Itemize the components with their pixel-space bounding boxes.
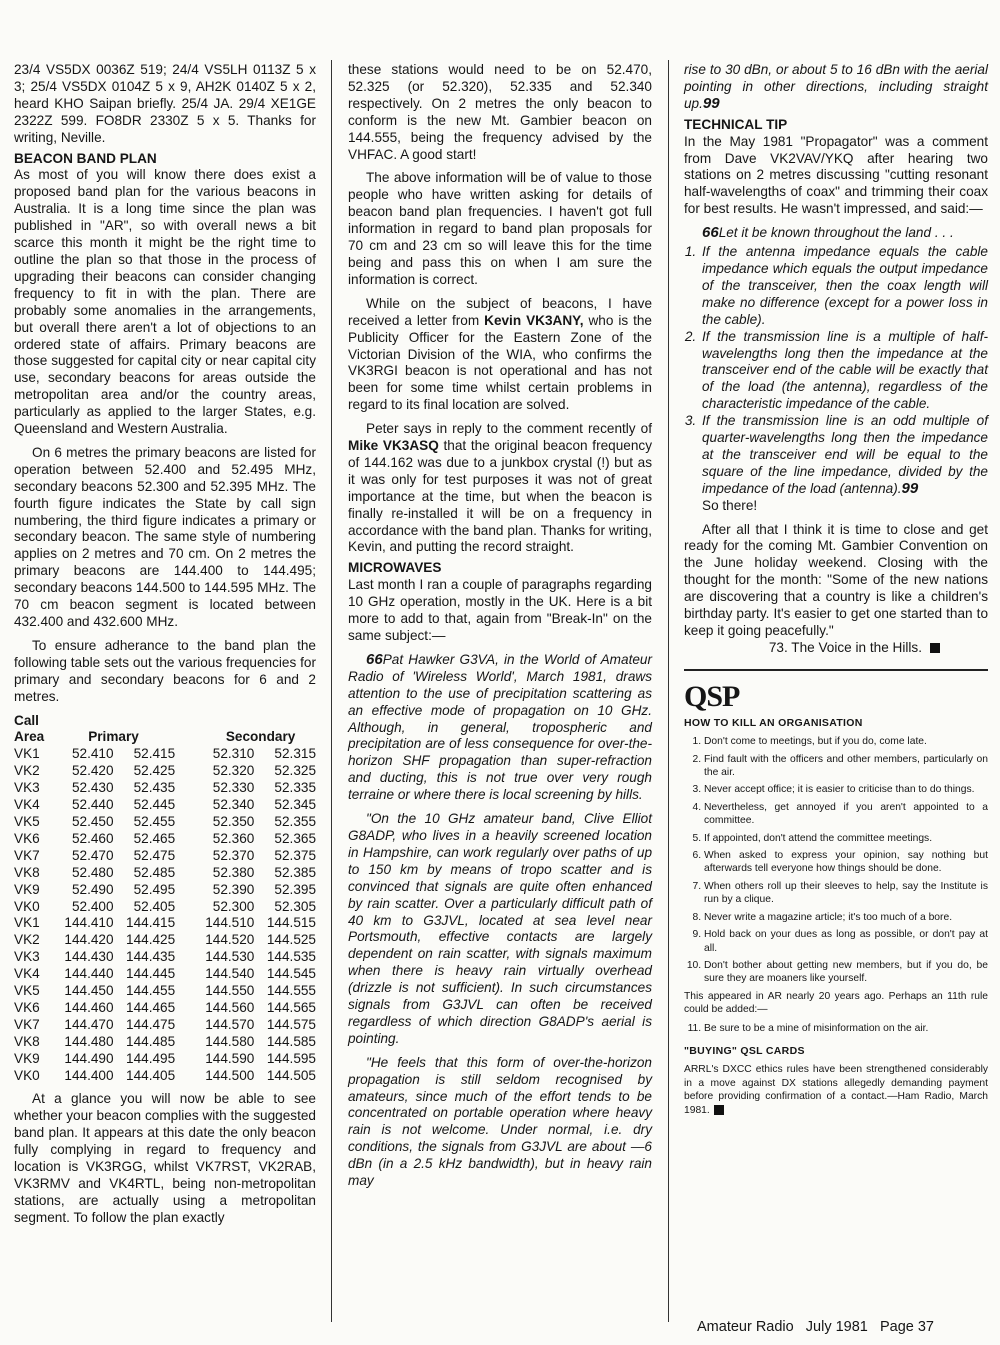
column-divider xyxy=(668,60,669,1322)
paragraph: On 6 metres the primary beacons are listed for operation between 52.400 and 52.495 MHz, secondary beacons 52.300 and 52.395 MHz. The fourth figure indicates the State by call sign numbering, the third figure indicates a primary or secondary beacon. The same style of numbering applies on 2 metres and 70 cm. On 2 metres the primary beacons are 144.400 to 144.495; secondary beacons 144.500 to 144.595 MHz. The 70 cm beacon segment is located between 432.400 and 432.600 MHz. xyxy=(14,444,316,629)
table-cell-frequency: 144.485 xyxy=(126,1033,176,1049)
table-cell-frequency: 52.345 xyxy=(274,797,316,813)
table-cell-frequency: 144.575 xyxy=(266,1016,316,1032)
list-item: 6. When asked to express your opinion, say nothing but afterwards tell everyone how things should be done. xyxy=(704,849,988,876)
paragraph: these stations would need to be on 52.470, 52.325 (or 52.320), 52.335 and 52.340 respectively. On 2 metres the only beacon to conform is the new Mt. Gambier beacon on 144.555, being the frequency advised by the VHFAC. A good start! xyxy=(348,62,652,162)
table-cell-frequency: 144.450 xyxy=(64,983,114,999)
table-cell-frequency: 144.460 xyxy=(64,999,114,1015)
table-cell-frequency: 52.420 xyxy=(71,763,114,779)
table-cell-frequency: 52.365 xyxy=(274,830,316,846)
table-cell-frequency: 144.495 xyxy=(126,1050,176,1066)
table-row xyxy=(14,1017,316,1034)
list-item: 8. Never write a magazine article; it's too much of a bore. xyxy=(704,911,988,924)
table-cell-frequency: 52.330 xyxy=(212,780,255,796)
qsp-list xyxy=(684,1022,988,1035)
table-row xyxy=(14,1034,316,1051)
table-cell-frequency: 144.540 xyxy=(205,966,255,982)
table-cell-frequency: 144.545 xyxy=(266,966,316,982)
table-cell-frequency: 144.440 xyxy=(64,966,114,982)
open-quote-mark: 66 xyxy=(366,650,383,668)
table-cell-frequency: 52.310 xyxy=(212,746,255,762)
table-row xyxy=(14,1000,316,1017)
qsp-heading: "BUYING" QSL CARDS xyxy=(684,1044,805,1057)
quoted-paragraph xyxy=(684,225,988,242)
table-cell-call-area: VK8 xyxy=(14,1033,40,1049)
table-cell-frequency: 52.305 xyxy=(274,898,316,914)
table-row xyxy=(14,949,316,966)
qsp-heading: HOW TO KILL AN ORGANISATION xyxy=(684,716,863,729)
paragraph xyxy=(348,421,652,556)
table-cell-frequency: 52.370 xyxy=(212,847,255,863)
table-cell-frequency: 52.335 xyxy=(274,780,316,796)
table-cell-frequency: 52.410 xyxy=(71,746,114,762)
table-cell-call-area: VK3 xyxy=(14,949,40,965)
paragraph xyxy=(684,1063,988,1117)
table-row xyxy=(14,915,316,932)
callsign: Mike VK3ASQ xyxy=(348,438,439,454)
table-cell-frequency: 52.300 xyxy=(212,898,255,914)
table-cell-frequency: 52.360 xyxy=(212,830,255,846)
table-row xyxy=(14,746,316,763)
qsp-title: QSP xyxy=(684,679,740,713)
list-item: 1. Don't come to meetings, but if you do, come late. xyxy=(704,735,988,748)
section-heading-microwaves: MICROWAVES xyxy=(348,560,442,576)
list-item: 1. If the antenna impedance equals the cable impedance which equals the output impedance of the transceiver, then the coax length will make no difference (except for a power loss in the cable). xyxy=(700,244,988,329)
table-cell-frequency: 144.480 xyxy=(64,1033,114,1049)
table-cell-frequency: 144.405 xyxy=(126,1067,176,1083)
table-cell-frequency: 144.525 xyxy=(266,932,316,948)
table-row xyxy=(14,780,316,797)
table-cell-frequency: 144.430 xyxy=(64,949,114,965)
table-cell-frequency: 52.460 xyxy=(71,830,114,846)
table-cell-call-area: VK9 xyxy=(14,1050,40,1066)
tips-list xyxy=(684,244,988,498)
table-cell-frequency: 144.490 xyxy=(64,1050,114,1066)
table-cell-frequency: 144.550 xyxy=(205,983,255,999)
dx-report-tail: 23/4 VS5DX 0036Z 519; 24/4 VS5LH 0113Z 5 x 3; 25/4 VS5DX 0104Z 5 x 9, AH2K 0140Z 5 x 2, heard KHO Saipan briefly. 25/4 JA. 29/4 XE1GE 2322Z 599. FO8DR 2330Z 5 x 5. Thanks for writing, Neville. xyxy=(14,62,316,145)
table-cell-call-area: VK5 xyxy=(14,983,40,999)
table-cell-frequency: 144.565 xyxy=(266,999,316,1015)
list-item: 4. Nevertheless, get annoyed if you aren't appointed to a committee. xyxy=(704,801,988,828)
section-heading-beacon-band-plan: BEACON BAND PLAN xyxy=(14,150,157,166)
table-cell-frequency: 144.400 xyxy=(64,1067,114,1083)
table-row xyxy=(14,797,316,814)
list-item: 3. Never accept office; it is easier to criticise than to do things. xyxy=(704,783,988,796)
text: If the transmission line is an odd multiple of quarter-wavelengths long then the impedance at the transceiver end will be equal to the square of the line impedance, divided by the impedance of the load (antenna). xyxy=(702,413,988,496)
table-row xyxy=(14,865,316,882)
table-cell-frequency: 144.510 xyxy=(205,915,255,931)
table-cell-frequency: 144.435 xyxy=(126,949,176,965)
table-cell-frequency: 144.500 xyxy=(205,1067,255,1083)
text: who is the Publicity Officer for the Eastern Zone of the Victorian Division of the WIA, who confirms the VK3RGI beacon is not operational and has not been for some time whilst certain problems in regard to its final location are solved. xyxy=(348,312,652,413)
quoted-paragraph: "On the 10 GHz amateur band, Clive Elliot G8ADP, who lives in a heavily screened location in Hampshire, can work regularly over paths of up to 150 km by means of tropo scatter and is convinced that signals are quite often enhanced by rain scatter. Over a particularly difficult path of 40 km to G3JVL, located at sea level near Portsmouth, effective contacts are largely dependent on rain scatter, with signals maximum when there is heavy rain virtually overhead (drizzle is not sufficient). In such circumstances signals from G3JVL can often be received regardless of which direction G8ADP's aerial is pointing. xyxy=(348,811,652,1046)
table-cell-frequency: 52.315 xyxy=(274,746,316,762)
table-cell-frequency: 52.440 xyxy=(71,797,114,813)
qsp-list xyxy=(684,735,988,986)
paragraph: To ensure adherance to the band plan the following table sets out the various frequencies for primary and secondary beacons for 6 and 2 metres. xyxy=(14,637,316,704)
table-cell-frequency: 52.325 xyxy=(274,763,316,779)
table-cell-frequency: 144.535 xyxy=(266,949,316,965)
table-cell-frequency: 144.455 xyxy=(126,983,176,999)
table-row xyxy=(14,983,316,1000)
table-cell-frequency: 52.340 xyxy=(212,797,255,813)
open-quote-mark: 66 xyxy=(702,224,719,242)
table-cell-call-area: VK1 xyxy=(14,915,40,931)
close-quote-mark: 99 xyxy=(901,479,919,497)
end-mark-icon xyxy=(930,643,940,653)
table-cell-frequency: 52.445 xyxy=(133,797,176,813)
table-cell-frequency: 52.490 xyxy=(71,881,114,897)
list-item: 2. Find fault with the officers and other members, particularly on the air. xyxy=(704,753,988,780)
table-cell-frequency: 52.495 xyxy=(133,881,176,897)
table-cell-frequency: 52.355 xyxy=(274,813,316,829)
paragraph: Last month I ran a couple of paragraphs regarding 10 GHz operation, mostly in the UK. Here is a bit more to add to that, again from "Break-In" on the same subject:— xyxy=(348,577,652,643)
column-1 xyxy=(14,62,316,1227)
table-cell-frequency: 144.530 xyxy=(205,949,255,965)
table-cell-frequency: 144.475 xyxy=(126,1016,176,1032)
table-cell-frequency: 52.385 xyxy=(274,864,316,880)
paragraph: So there! xyxy=(702,497,758,513)
text: Let it be known throughout the land . . . xyxy=(718,225,954,241)
table-cell-frequency: 144.555 xyxy=(266,983,316,999)
column-2 xyxy=(348,62,652,1190)
table-cell-frequency: 52.375 xyxy=(274,847,316,863)
paragraph: After all that I think it is time to close and get ready for the coming Mt. Gambier Convention on the June holiday weekend. Closing with the thought for the month: "Some of the new nations are discovering that a country is like a children's birthday party. It's easier to get one started than to keep it going peacefully." xyxy=(684,521,988,638)
table-cell-frequency: 52.395 xyxy=(274,881,316,897)
end-mark-icon xyxy=(714,1105,724,1115)
table-cell-frequency: 144.580 xyxy=(205,1033,255,1049)
table-row xyxy=(14,763,316,780)
table-cell-frequency: 52.400 xyxy=(71,898,114,914)
table-cell-frequency: 52.480 xyxy=(71,864,114,880)
text: 73. The Voice in the Hills. xyxy=(768,639,922,655)
table-row xyxy=(14,899,316,916)
list-item: 11. Be sure to be a mine of misinformation on the air. xyxy=(704,1022,988,1035)
table-cell-call-area: VK5 xyxy=(14,813,40,829)
section-heading-technical-tip: TECHNICAL TIP xyxy=(684,116,788,132)
table-cell-call-area: VK4 xyxy=(14,797,40,813)
table-cell-frequency: 52.465 xyxy=(133,830,176,846)
paragraph: This appeared in AR nearly 20 years ago. Perhaps an 11th rule could be added:— xyxy=(684,990,988,1016)
column-divider xyxy=(331,60,332,1322)
table-cell-frequency: 52.435 xyxy=(133,780,176,796)
table-cell-frequency: 52.405 xyxy=(133,898,176,914)
text: ARRL's DXCC ethics rules have been strengthened considerably in a move against DX stations allegedly demanding payment before providing confirmation of a contact.—Ham Radio, March 1981. xyxy=(684,1064,988,1116)
table-cell-call-area: VK0 xyxy=(14,1067,40,1083)
quoted-paragraph-end xyxy=(684,62,988,113)
divider xyxy=(684,669,988,671)
table-cell-frequency: 52.425 xyxy=(133,763,176,779)
table-cell-frequency: 144.425 xyxy=(126,932,176,948)
list-item: 7. When others roll up their sleeves to help, say the Institute is run by a clique. xyxy=(704,880,988,907)
table-cell-frequency: 52.455 xyxy=(133,813,176,829)
signoff xyxy=(684,640,940,657)
text: Peter says in reply to the comment recently of xyxy=(366,421,652,437)
list-item: 9. Hold back on your dues as long as possible, or don't pay at all. xyxy=(704,928,988,955)
table-cell-frequency: 144.595 xyxy=(266,1050,316,1066)
table-cell-frequency: 144.415 xyxy=(126,915,176,931)
list-item: 5. If appointed, don't attend the committee meetings. xyxy=(704,832,988,845)
callsign: Kevin VK3ANY, xyxy=(484,312,584,328)
close-quote-mark: 99 xyxy=(702,94,720,112)
list-item xyxy=(700,413,988,498)
table-cell-frequency: 144.585 xyxy=(266,1033,316,1049)
quoted-paragraph xyxy=(348,652,652,804)
table-cell-frequency: 144.560 xyxy=(205,999,255,1015)
table-cell-frequency: 144.470 xyxy=(64,1016,114,1032)
list-item: 2. If the transmission line is a multiple of half-wavelengths long then the impedance at the transceiver end of the cable will be exactly that of the load (the antenna), regardless of the characteristic impedance of the cable. xyxy=(700,329,988,414)
table-cell-frequency: 144.410 xyxy=(64,915,114,931)
table-cell-call-area: VK4 xyxy=(14,966,40,982)
table-row xyxy=(14,814,316,831)
table-cell-frequency: 52.380 xyxy=(212,864,255,880)
table-cell-frequency: 144.520 xyxy=(205,932,255,948)
text: that the original beacon frequency of 144.162 was due to a junkbox crystal (!) but as it was only for test purposes it was not of great importance at the time, but when the beacon is finally re-installed it will be on a frequency in accordance with the band plan. Thanks for writing, Kevin, and putting the record straight. xyxy=(348,438,652,555)
text: While on the subject of beacons, I have received a letter from xyxy=(348,295,652,328)
table-cell-frequency: 144.505 xyxy=(266,1067,316,1083)
table-cell-call-area: VK7 xyxy=(14,1016,40,1032)
table-cell-call-area: VK1 xyxy=(14,746,40,762)
table-header-primary: Primary xyxy=(88,729,139,745)
table-cell-frequency: 144.590 xyxy=(205,1050,255,1066)
qsp-box xyxy=(684,681,988,1117)
table-row xyxy=(14,966,316,983)
paragraph: At a glance you will now be able to see whether your beacon complies with the suggested band plan. It appears at this date the only beacon fully complying in regard to frequency and location is VK3RGG, whilst VK7RST, VK2RAB, VK3RMV and VK4RTL, being non-metropolitan stations, are actually using a metropolitan segment. To follow the plan exactly xyxy=(14,1091,316,1225)
column-3 xyxy=(684,62,988,1117)
table-cell-frequency: 144.465 xyxy=(126,999,176,1015)
table-row xyxy=(14,1051,316,1068)
table-header-secondary: Secondary xyxy=(225,729,296,745)
paragraph: As most of you will know there does exist a proposed band plan for the various beacons in Australia. It is a long time since the plan was published in "AR", so with overall news a bit scarce this month it might be the right time to outline the plan so that those in the process of upgrading their beacons can consider changing frequency to fit in with the plan. There are probably some anomalies in the arrangements, but overall there aren't a lot of objections to an ordered state of affairs. Primary beacons are those suggested for capital city or near capital city use, secondary beacons for areas outside the metropolitan area and/or the country areas, particularly as applied to the larger States, e.g. Queensland and Western Australia. xyxy=(14,167,316,437)
table-cell-frequency: 52.450 xyxy=(71,813,114,829)
table-row xyxy=(14,1068,316,1085)
text: rise to 30 dBn, or about 5 to 16 dBn with the aerial pointing in other directions, including straight up. xyxy=(684,62,988,111)
table-cell-frequency: 144.515 xyxy=(266,915,316,931)
table-row xyxy=(14,882,316,899)
table-cell-frequency: 52.430 xyxy=(71,780,114,796)
table-cell-frequency: 144.420 xyxy=(64,932,114,948)
table-cell-frequency: 144.570 xyxy=(205,1016,255,1032)
table-cell-call-area: VK8 xyxy=(14,864,40,880)
table-row xyxy=(14,848,316,865)
quoted-paragraph: "He feels that this form of over-the-horizon propagation is still seldom recognised by amateurs, since much of the effort tends to be concentrated on portable operation where heavy rain is not welcome. Under normal, i.e. dry conditions, the signals from G3JVL are about —6 dBn (in a 2.5 kHz bandwidth), but in heavy rain may xyxy=(348,1054,652,1189)
table-cell-call-area: VK6 xyxy=(14,999,40,1015)
table-cell-frequency: 52.320 xyxy=(212,763,255,779)
paragraph: In the May 1981 "Propagator" was a comment from Dave VK2VAV/YKQ after hearing two stations on 2 metres discussing "cutting resonant half-wavelengths of coax" and trimming their coax for best results. He wasn't impressed, and said:— xyxy=(684,133,988,217)
table-header-call: Call xyxy=(14,712,39,728)
table-row xyxy=(14,831,316,848)
paragraph xyxy=(348,296,652,414)
table-cell-frequency: 52.415 xyxy=(133,746,176,762)
table-header-area: Area xyxy=(14,729,45,745)
table-cell-frequency: 52.350 xyxy=(212,813,255,829)
table-cell-frequency: 52.475 xyxy=(133,847,176,863)
table-cell-call-area: VK2 xyxy=(14,932,40,948)
text: Pat Hawker G3VA, in the World of Amateur Radio of 'Wireless World', March 1981, draws attention to the use of precipitation scattering as an effective mode of propagation on 10 GHz. Although, in general, tropospheric and precipitation are of less consequence for over-the-horizon SHF propagation than super-refraction and ducting, this is not true over very rough terraine or where there is local screening by hills. xyxy=(348,651,652,803)
table-cell-frequency: 52.390 xyxy=(212,881,255,897)
table-cell-call-area: VK2 xyxy=(14,763,40,779)
page-footer: Amateur Radio July 1981 Page 37 xyxy=(697,1319,934,1335)
beacon-frequency-table xyxy=(14,713,316,1085)
table-cell-call-area: VK7 xyxy=(14,847,40,863)
table-cell-call-area: VK3 xyxy=(14,780,40,796)
paragraph: The above information will be of value to those people who have written asking for details of beacon band plan frequencies. I haven't got full information in regard to band plan proposals for 70 cm and 23 cm so will leave this for the time being and pass this on when I am sure the information is correct. xyxy=(348,170,652,287)
table-row xyxy=(14,932,316,949)
table-cell-call-area: VK9 xyxy=(14,881,40,897)
table-cell-frequency: 52.470 xyxy=(71,847,114,863)
table-cell-frequency: 52.485 xyxy=(133,864,176,880)
table-cell-call-area: VK0 xyxy=(14,898,40,914)
table-cell-frequency: 144.445 xyxy=(126,966,176,982)
list-item: 10. Don't bother about getting new members, but if you do, be sure they are moaners like yourself. xyxy=(704,959,988,986)
table-cell-call-area: VK6 xyxy=(14,830,40,846)
